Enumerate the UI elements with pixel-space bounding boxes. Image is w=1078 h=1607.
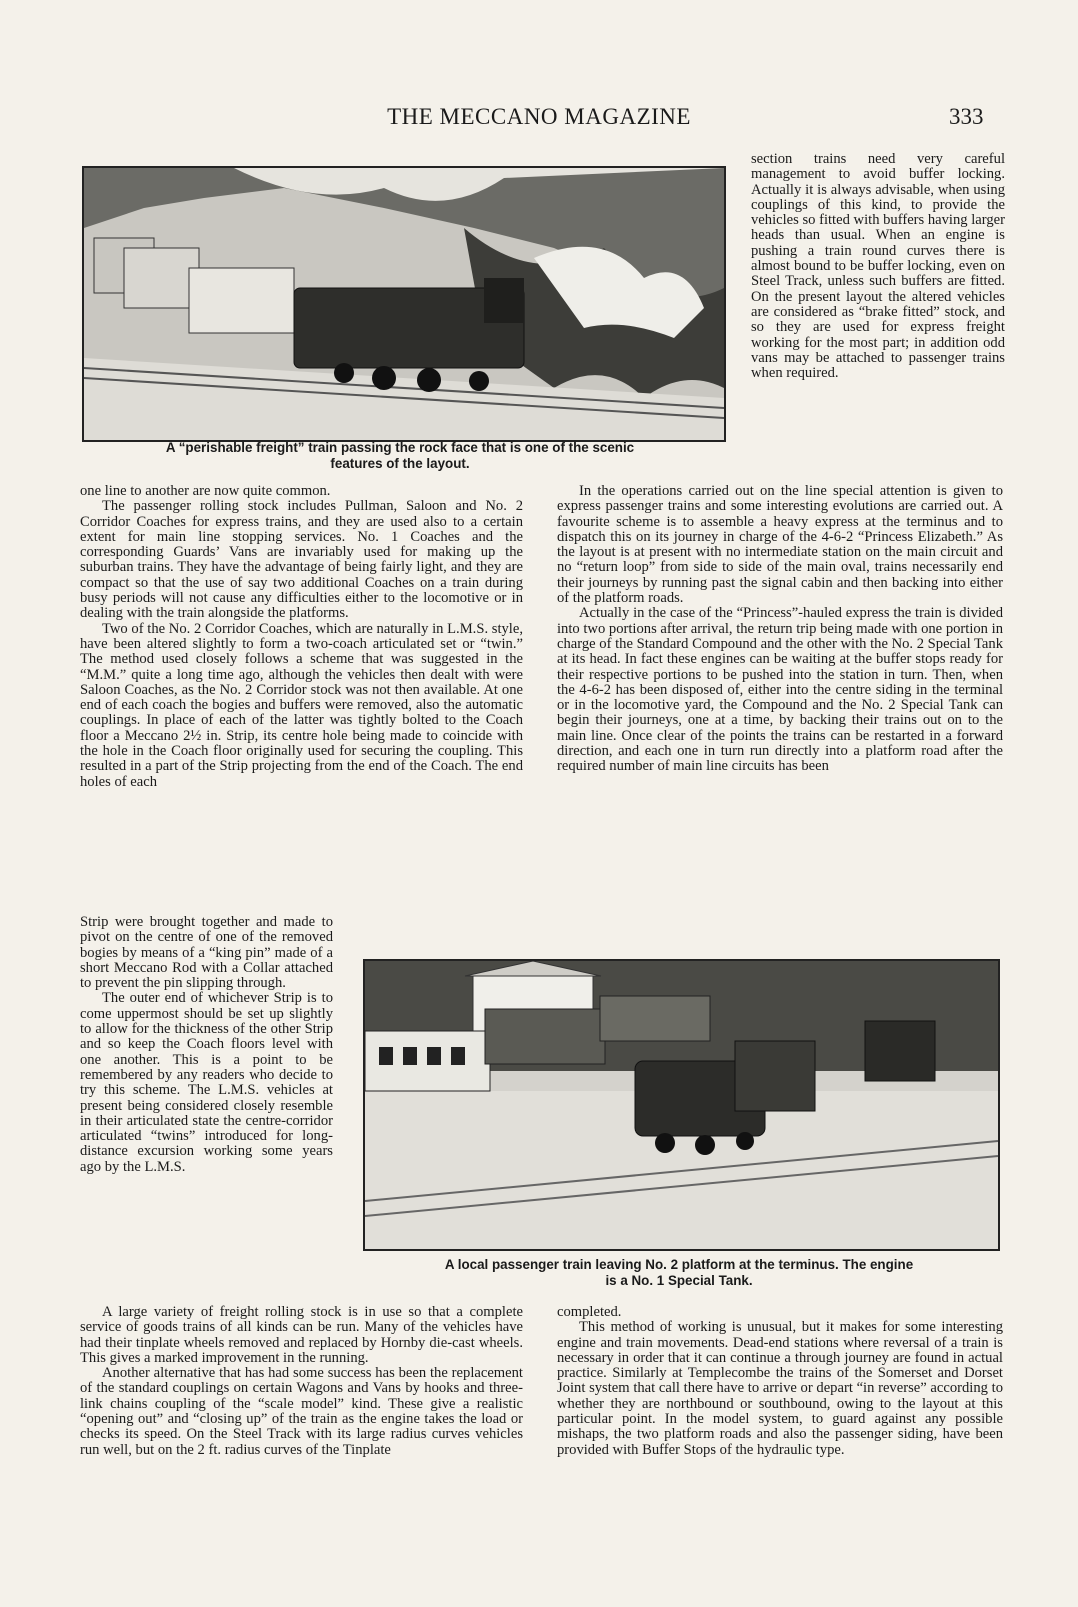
photo-local-passenger-train [363, 959, 1000, 1251]
magazine-title: THE MECCANO MAGAZINE [387, 104, 691, 129]
photo-caption-bottom: A local passenger train leaving No. 2 platform at the terminus. The engine is a No. 1 Special Tank. [444, 1257, 914, 1288]
paragraph: completed. [557, 1304, 622, 1320]
right-column-bottom [557, 1305, 1003, 1458]
paragraph: one line to another are now quite common. [80, 483, 331, 499]
right-column-top-text: section trains need very careful management to avoid buffer locking. Actually it is always advisable, when using couplings of this kind, to provide the vehicles so fitted with buffers having larger heads than usual. When an engine is pushing a train round curves there is almost bound to be buffer locking, even on Steel Track, unless such buffers are fitted. On the present layout the altered vehicles are considered as “brake fitted” stock, and so they are used for express freight working for the most part; in addition odd vans may be attached to passenger trains when required. [751, 151, 1005, 382]
left-column [80, 484, 523, 790]
right-column [557, 484, 1003, 775]
photo-perishable-freight [82, 166, 726, 442]
page-number: 333 [949, 104, 984, 129]
paragraph: Actually in the case of the “Princess”-hauled express the train is divided into two portions after arrival, the return trip being made with one portion in charge of the Standard Compound and the other with the No. 2 Special Tank at its head. In fact these engines can be waiting at the buffer stops ready for their respective portions to be pushed into the station in turn. Then, when the 4-6-2 has been disposed of, either into the centre siding in the terminal or in the locomotive yard, the Compound and the No. 2 Special Tank can begin their journeys, one at a time, by backing their trains out on to the main line. Once clear of the points the trains can be restarted in a forward direction, and each one in turn run directly into a platform road after the required number of main line circuits has been [557, 605, 1003, 775]
paragraph: The passenger rolling stock includes Pullman, Saloon and No. 2 Corridor Coaches for express trains, and they are used also to a certain extent for main line stopping services. No. 1 Coaches and the corresponding Guards’ Vans are invariably used for making up the suburban trains. They have the advantage of being fairly light, and they are compact so that the use of say two additional Coaches on a train during busy periods will not cause any difficulties either to the locomotive or in dealing with the train alongside the platforms. [80, 498, 523, 622]
left-narrow-column [80, 915, 333, 1175]
paragraph: In the operations carried out on the line special attention is given to express passenger trains and some interesting evolutions are carried out. A favourite scheme is to assemble a heavy express at the terminus and to dispatch this on its journey in charge of the 4-6-2 “Princess Elizabeth.” As the layout is at present with no intermediate station on the main circuit and no “return loop” from side to side of the main oval, trains necessarily end their journeys by running past the signal cabin and then backing into either of the platform roads. [557, 483, 1003, 607]
paragraph: A large variety of freight rolling stock is in use so that a complete service of goods trains of all kinds can be run. Many of the vehicles have had their tinplate wheels removed and replaced by Hornby die-cast wheels. This gives a marked improvement in the running. [80, 1304, 523, 1366]
paragraph: Strip were brought together and made to pivot on the centre of one of the removed bogies by means of a “king pin” made of a short Meccano Rod with a Collar attached to prevent the pin slipping through. [80, 914, 333, 992]
photo-caption-top: A “perishable freight” train passing the rock face that is one of the scenic features of the layout. [165, 440, 635, 471]
paragraph: This method of working is unusual, but it makes for some interesting engine and train movements. Dead-end stations where reversal of a train is necessary in order that it can continue a through journey are found in actual practice. Similarly at Templecombe the trains of the Somerset and Dorset Joint system that call there have to arrive or depart “in reverse” according to whether they are northbound or southbound, owing to the layout at this particular point. In the model system, to guard against any possible mishaps, the two platform roads and also the passenger siding, have been provided with Buffer Stops of the hydraulic type. [557, 1319, 1003, 1458]
paragraph: Two of the No. 2 Corridor Coaches, which are naturally in L.M.S. style, have been altered slightly to form a two-coach articulated set or “twin.” The method used closely follows a scheme that was suggested in the “M.M.” quite a long time ago, although the vehicles then dealt with were Saloon Coaches, as the No. 2 Corridor stock was not then available. At one end of each coach the bogies and buffers were removed, also the automatic couplings. In place of each of the latter was tightly bolted to the Coach floor a Meccano 2½ in. Strip, its centre hole being made to coincide with the hole in the Coach floor originally used for securing the coupling. This resulted in a part of the Strip projecting from the end of the Coach. The end holes of each [80, 620, 523, 790]
paragraph: Another alternative that has had some success has been the replacement of the standard couplings on certain Wagons and Vans by hooks and three-link chains coupling of the “scale model” kind. These give a realistic “opening out” and “closing up” of the train as the engine takes the load or checks its speed. On the Steel Track with its large radius curves vehicles run well, but on the 2 ft. radius curves of the Tinplate [80, 1365, 523, 1458]
left-column-bottom [80, 1305, 523, 1458]
paragraph: The outer end of whichever Strip is to come uppermost should be set up slightly to allow for the thickness of the other Strip and so keep the Coach floors level with one another. This is a point to be remembered by any readers who decide to try this scheme. The L.M.S. vehicles at present being considered closely resemble in their articulated state the centre-corridor articulated “twins” introduced for long-distance excursion working some years ago by the L.M.S. [80, 990, 333, 1175]
